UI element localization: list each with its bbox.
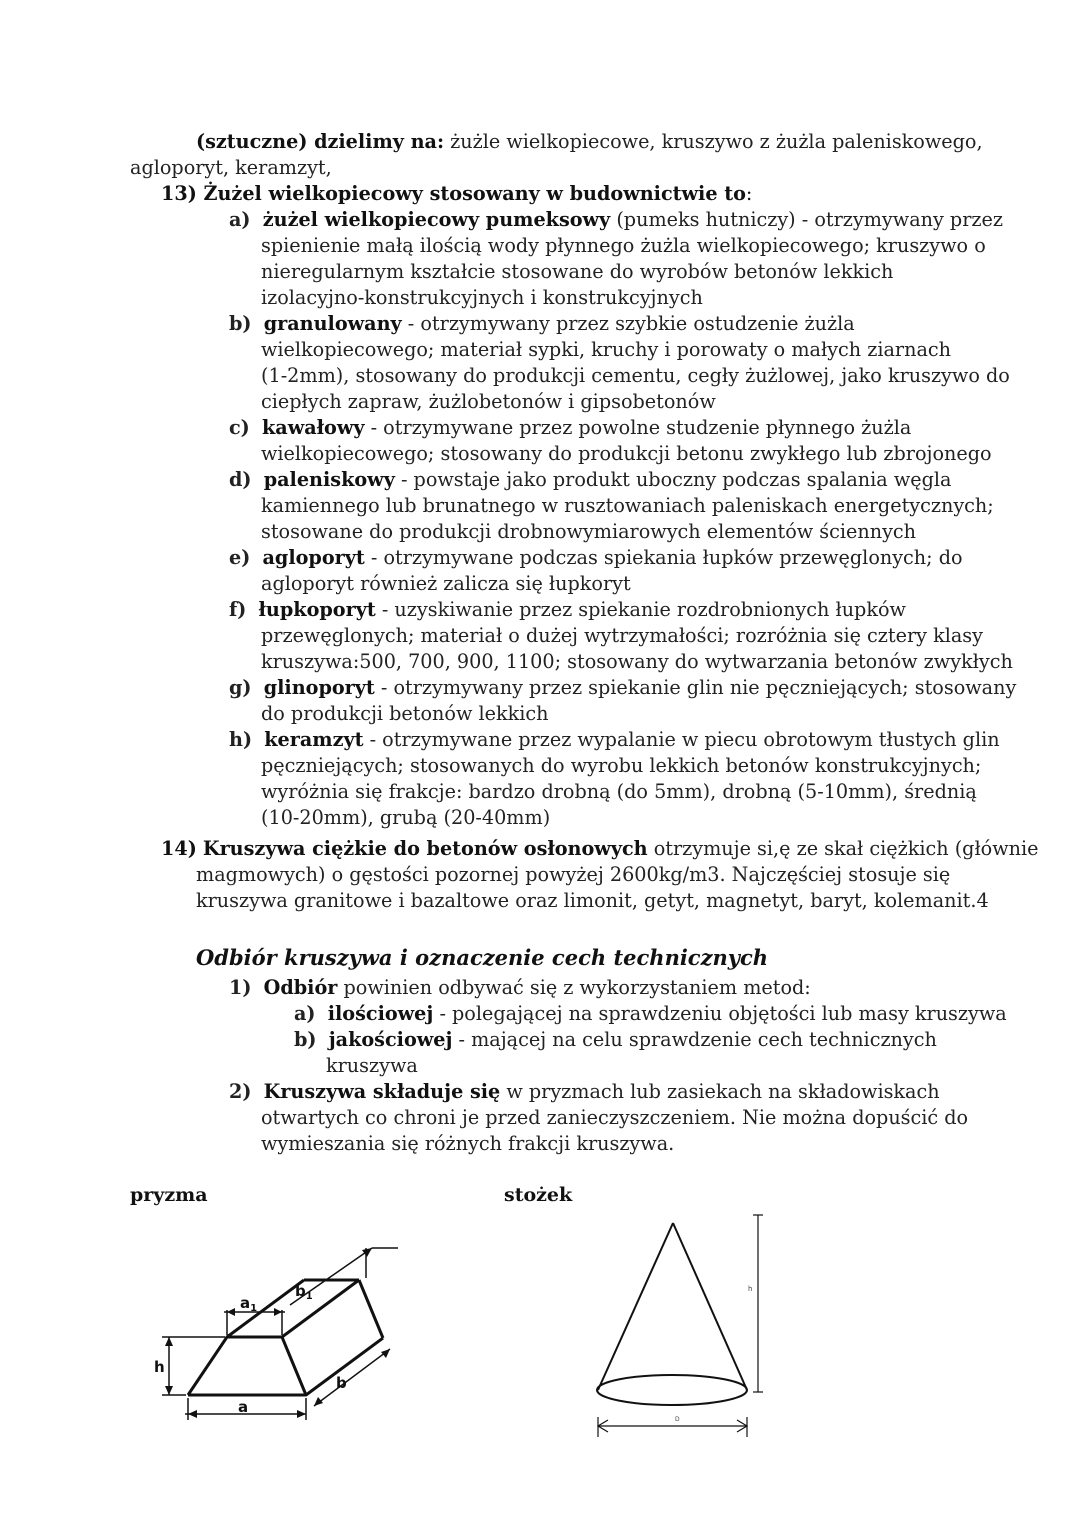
section-13-item-line: (1-2mm), stosowany do produkcji cementu, cegły żużlowej, jako kruszywo do: [261, 364, 1010, 387]
figure-label-pryzma: pryzma: [130, 1184, 208, 1206]
item-term: kawałowy: [261, 416, 365, 439]
section-13-item-line: izolacyjno-konstrukcyjnych i konstrukcyjnych: [261, 286, 703, 309]
section-14-line-2: magmowych) o gęstości pozornej powyżej 2600kg/m3. Najczęściej stosuje się: [196, 863, 951, 886]
section-14-line-1: [161, 836, 1039, 862]
stozek-diagram: [580, 1205, 780, 1450]
section-13-colon: :: [745, 182, 753, 205]
item-text: (pumeks hutniczy) - otrzymywany przez: [610, 208, 1003, 231]
item-text: - otrzymywane podczas spiekania łupków przewęglonych; do: [364, 546, 963, 569]
section-13-item-line: wielkopiecowego; materiał sypki, kruchy i porowaty o małych ziarnach: [261, 338, 951, 361]
pryzma-front-face: [188, 1337, 306, 1395]
item-term: agloporyt: [262, 546, 365, 569]
item-1b-term: jakościowej: [328, 1028, 453, 1051]
pryzma-label-h: h: [154, 1358, 165, 1376]
section-13-item: [229, 675, 1016, 701]
item-text: - otrzymywane przez powolne studzenie płynnego żużla: [364, 416, 912, 439]
item-label: c): [229, 416, 250, 439]
section-13-item: [229, 727, 1000, 753]
item-1a-text: - polegającej na sprawdzeniu objętości lub masy kruszywa: [433, 1002, 1007, 1025]
item-term: keramzyt: [264, 728, 364, 751]
pryzma-label-b: b: [336, 1374, 347, 1392]
item-2-line-2: otwartych co chroni je przed zanieczyszczeniem. Nie można dopuścić do: [261, 1106, 969, 1129]
item-1: [229, 975, 811, 1001]
stozek-base: [597, 1375, 747, 1405]
section-13-item-line: pęczniejących; stosowanych do wyrobu lekkich betonów konstrukcyjnych;: [261, 754, 982, 777]
item-text: - otrzymywany przez spiekanie glin nie pęczniejących; stosowany: [374, 676, 1017, 699]
item-label: f): [229, 598, 247, 621]
intro-text: żużle wielkopiecowe, kruszywo z żużla paleniskowego,: [444, 130, 983, 153]
item-label: g): [229, 676, 252, 699]
section-13-item-line: kamiennego lub brunatnego w rusztowaniach paleniskach energetycznych;: [261, 494, 994, 517]
item-1-text: powinien odbywać się z wykorzystaniem metod:: [337, 976, 811, 999]
section-13-title-text: Żużel wielkopiecowy stosowany w budownictwie to: [203, 182, 746, 205]
section-13-item: [229, 415, 911, 441]
section-13-item-line: nieregularnym kształcie stosowane do wyrobów betonów lekkich: [261, 260, 894, 283]
item-1a-label: a): [294, 1002, 316, 1025]
section-13-item-line: kruszywa:500, 700, 900, 1100; stosowany do wytwarzania betonów zwykłych: [261, 650, 1013, 673]
stozek-label-h: h: [748, 1285, 753, 1293]
item-label: e): [229, 546, 251, 569]
section-heading: Odbiór kruszywa i oznaczenie cech technicznych: [196, 945, 769, 970]
item-1b-line-2: kruszywa: [326, 1054, 418, 1077]
pryzma-diagram: [140, 1230, 420, 1430]
item-term: łupkoporyt: [258, 598, 376, 621]
item-1a: [294, 1001, 1007, 1027]
item-text: - otrzymywany przez szybkie ostudzenie żużla: [401, 312, 855, 335]
section-13-item-line: wielkopiecowego; stosowany do produkcji betonu zwykłego lub zbrojonego: [261, 442, 992, 465]
section-13-item: [229, 597, 906, 623]
pryzma-label-a1: $a_1$: [240, 1294, 258, 1314]
item-1-number: 1): [229, 976, 252, 999]
item-2-line-3: wymieszania się różnych frakcji kruszywa.: [261, 1132, 675, 1155]
item-label: h): [229, 728, 253, 751]
section-13-item-line: agloporyt również zalicza się łupkoryt: [261, 572, 631, 595]
item-term: paleniskowy: [263, 468, 395, 491]
section-14-number: 14): [161, 837, 197, 860]
intro-line-1: [196, 129, 983, 155]
item-1b-label: b): [294, 1028, 317, 1051]
item-term: glinoporyt: [263, 676, 375, 699]
pryzma-label-a: a: [238, 1398, 249, 1416]
section-13-item-line: ciepłych zapraw, żużlobetonów i gipsobetonów: [261, 390, 716, 413]
item-2-text: w pryzmach lub zasiekach na składowiskach: [500, 1080, 940, 1103]
item-label: d): [229, 468, 252, 491]
section-13-item-line: wyróżnia się frakcje: bardzo drobną (do 5mm), drobną (5-10mm), średnią: [261, 780, 977, 803]
item-2-term: Kruszywa składuje się: [263, 1080, 501, 1103]
item-1b: [294, 1027, 937, 1053]
section-13-number: 13): [161, 182, 197, 205]
section-13-item: [229, 545, 963, 571]
item-1-term: Odbiór: [263, 976, 338, 999]
section-14-term: Kruszywa ciężkie do betonów osłonowych: [202, 837, 648, 860]
figure-label-stozek: stożek: [504, 1184, 573, 1206]
pryzma-label-b1: $b_1$: [295, 1282, 313, 1302]
item-text: - powstaje jako produkt uboczny podczas spalania węgla: [394, 468, 952, 491]
section-14-text: otrzymuje si,ę ze skał ciężkich (głównie: [647, 837, 1039, 860]
section-14-line-3: kruszywa granitowe i bazaltowe oraz limonit, getyt, magnetyt, baryt, kolemanit.4: [196, 889, 989, 912]
item-label: a): [229, 208, 251, 231]
section-13-item-line: do produkcji betonów lekkich: [261, 702, 549, 725]
item-1a-term: ilościowej: [327, 1002, 434, 1025]
intro-line-2: agloporyt, keramzyt,: [130, 156, 332, 179]
item-label: b): [229, 312, 252, 335]
section-13-item: [229, 311, 855, 337]
item-2: [229, 1079, 940, 1105]
item-2-number: 2): [229, 1080, 252, 1103]
section-13-item-line: spienienie małą ilością wody płynnego żużla wielkopiecowego; kruszywo o: [261, 234, 986, 257]
item-text: - uzyskiwanie przez spiekanie rozdrobnionych łupków: [375, 598, 906, 621]
section-13-item: [229, 467, 951, 493]
item-term: granulowany: [263, 312, 402, 335]
stozek-label-d: D: [675, 1416, 680, 1423]
section-13-item-line: stosowane do produkcji drobnowymiarowych elementów ściennych: [261, 520, 917, 543]
section-13-item-line: przewęglonych; materiał o dużej wytrzymałości; rozróżnia się cztery klasy: [261, 624, 983, 647]
section-13-item-line: (10-20mm), grubą (20-40mm): [261, 806, 551, 829]
intro-term: (sztuczne) dzielimy na:: [196, 130, 445, 153]
section-13-title: [161, 181, 752, 207]
item-text: - otrzymywane przez wypalanie w piecu obrotowym tłustych glin: [363, 728, 1000, 751]
section-13-item: [229, 207, 1003, 233]
item-term: żużel wielkopiecowy pumeksowy: [262, 208, 611, 231]
item-1b-text: - mającej na celu sprawdzenie cech technicznych: [452, 1028, 937, 1051]
